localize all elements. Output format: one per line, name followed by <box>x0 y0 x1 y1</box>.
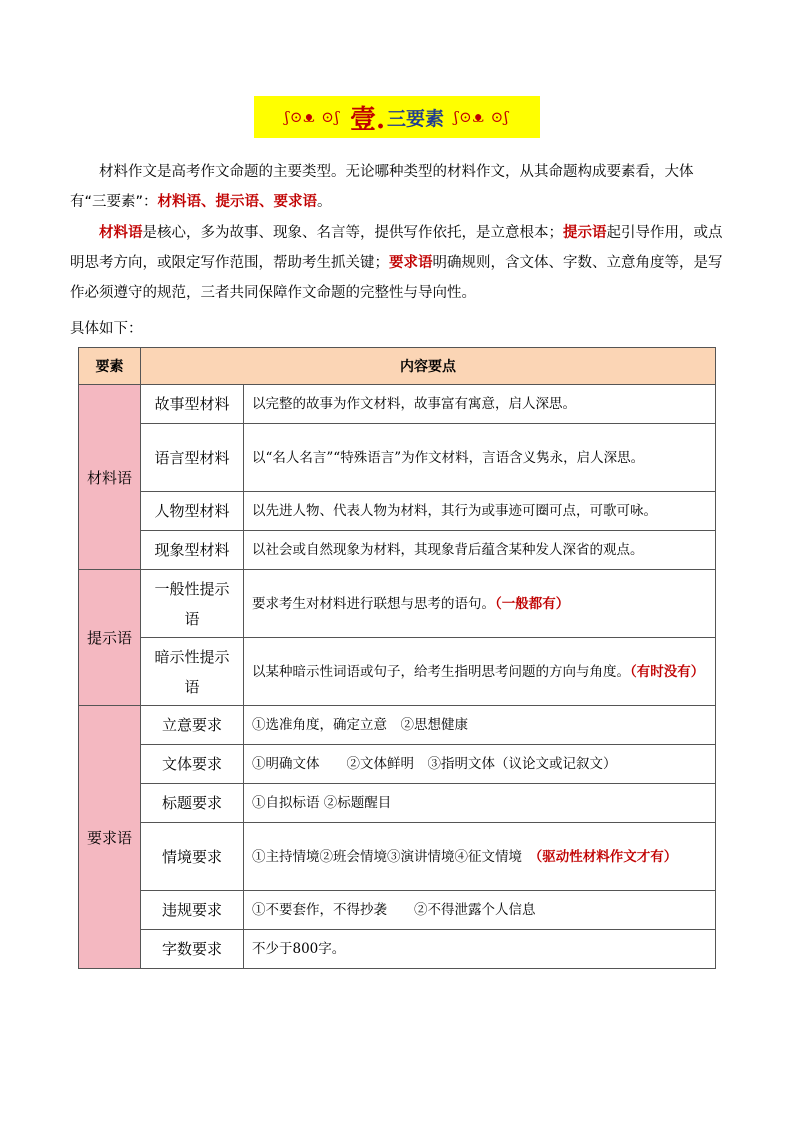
table-row <box>79 930 716 969</box>
subtype-cell: 违规要求 <box>141 891 244 930</box>
content-cell: 以完整的故事为作文材料，故事富有寓意，启人深思。 <box>244 385 716 424</box>
intro-paragraph-3: 具体如下： <box>70 321 143 337</box>
intro-paragraph-1 <box>70 157 726 217</box>
content-cell: 不少于800字。 <box>244 930 716 969</box>
content-text: ①主持情境②班会情境③演讲情境④征文情境 <box>252 848 536 865</box>
title-text: 三要素 <box>387 107 445 130</box>
table-header-row <box>79 348 716 385</box>
content-cell: 以先进人物、代表人物为材料，其行为或事迹可圈可点，可歌可咏。 <box>244 492 716 531</box>
table-row <box>79 385 716 424</box>
content-cell: 以社会或自然现象为材料，其现象背后蕴含某种发人深省的观点。 <box>244 531 716 570</box>
intro-paragraph-2 <box>70 218 726 308</box>
content-cell: ①不要套作，不得抄袭 ②不得泄露个人信息 <box>244 891 716 930</box>
header-element: 要素 <box>79 348 141 385</box>
intro-text-end: 。 <box>317 194 332 210</box>
table-row <box>79 706 716 745</box>
content-cell <box>244 570 716 638</box>
hint-text: （一般都有） <box>495 595 570 612</box>
highlight-material: 材料语 <box>99 225 143 241</box>
intro-text: 起引导作用，或点明思考方向，或限定写作范围，帮助考生抓关键； <box>70 225 723 271</box>
content-text: 以某种暗示性词语或句子，给考生指明思考问题的方向与角度。 <box>252 663 630 680</box>
hint-text: （驱动性材料作文才有） <box>535 848 678 865</box>
subtype-cell: 人物型材料 <box>141 492 244 531</box>
table-row <box>79 424 716 492</box>
category-cell: 要求语 <box>79 706 141 969</box>
content-cell: ①选准角度，确定立意 ②思想健康 <box>244 706 716 745</box>
content-text: 要求考生对材料进行联想与思考的语句。 <box>252 595 495 612</box>
table-row <box>79 570 716 638</box>
subtype-cell: 文体要求 <box>141 745 244 784</box>
table-row <box>79 745 716 784</box>
content-cell: ①明确文体 ②文体鲜明 ③指明文体（议论文或记叙文） <box>244 745 716 784</box>
section-title <box>254 96 540 138</box>
table-row <box>79 891 716 930</box>
hint-text: （有时没有） <box>630 663 705 680</box>
highlight-requirement: 要求语 <box>389 255 433 271</box>
subtype-cell: 情境要求 <box>141 823 244 891</box>
content-cell <box>244 638 716 706</box>
elements-table <box>78 347 716 969</box>
content-cell: 以“名人名言”“特殊语言”为作文材料，言语含义隽永，启人深思。 <box>244 424 716 492</box>
subtype-cell: 标题要求 <box>141 784 244 823</box>
table-row <box>79 638 716 706</box>
subtype-cell: 故事型材料 <box>141 385 244 424</box>
title-number: 壹. <box>349 104 386 135</box>
intro-text: 是核心，多为故事、现象、名言等，提供写作依托，是立意根本； <box>142 225 563 241</box>
category-cell: 材料语 <box>79 385 141 570</box>
intro-text: 材料作文是高考作文命题的主要类型。无论哪种类型的材料作文，从其命题构成要素看，大体有“三要素”： <box>70 164 694 210</box>
table-row <box>79 492 716 531</box>
header-content: 内容要点 <box>141 348 716 385</box>
table-row <box>79 531 716 570</box>
subtype-cell: 字数要求 <box>141 930 244 969</box>
title-decoration-left: ʃ⊙ᴥ ⊙ʃ <box>284 108 340 126</box>
subtype-cell: 暗示性提示语 <box>141 638 244 706</box>
three-elements-highlight: 材料语、提示语、要求语 <box>157 194 318 210</box>
intro-text: 明确规则，含文体、字数、立意角度等，是写作必须遵守的规范，三者共同保障作文命题的完整性与导向性。 <box>70 255 723 301</box>
content-cell <box>244 823 716 891</box>
title-decoration-right: ʃ⊙ᴥ ⊙ʃ <box>454 108 510 126</box>
table-row <box>79 784 716 823</box>
subtype-cell: 一般性提示语 <box>141 570 244 638</box>
subtype-cell: 语言型材料 <box>141 424 244 492</box>
category-cell: 提示语 <box>79 570 141 706</box>
table-row <box>79 823 716 891</box>
content-cell: ①自拟标语 ②标题醒目 <box>244 784 716 823</box>
subtype-cell: 现象型材料 <box>141 531 244 570</box>
subtype-cell: 立意要求 <box>141 706 244 745</box>
highlight-prompt: 提示语 <box>563 225 607 241</box>
